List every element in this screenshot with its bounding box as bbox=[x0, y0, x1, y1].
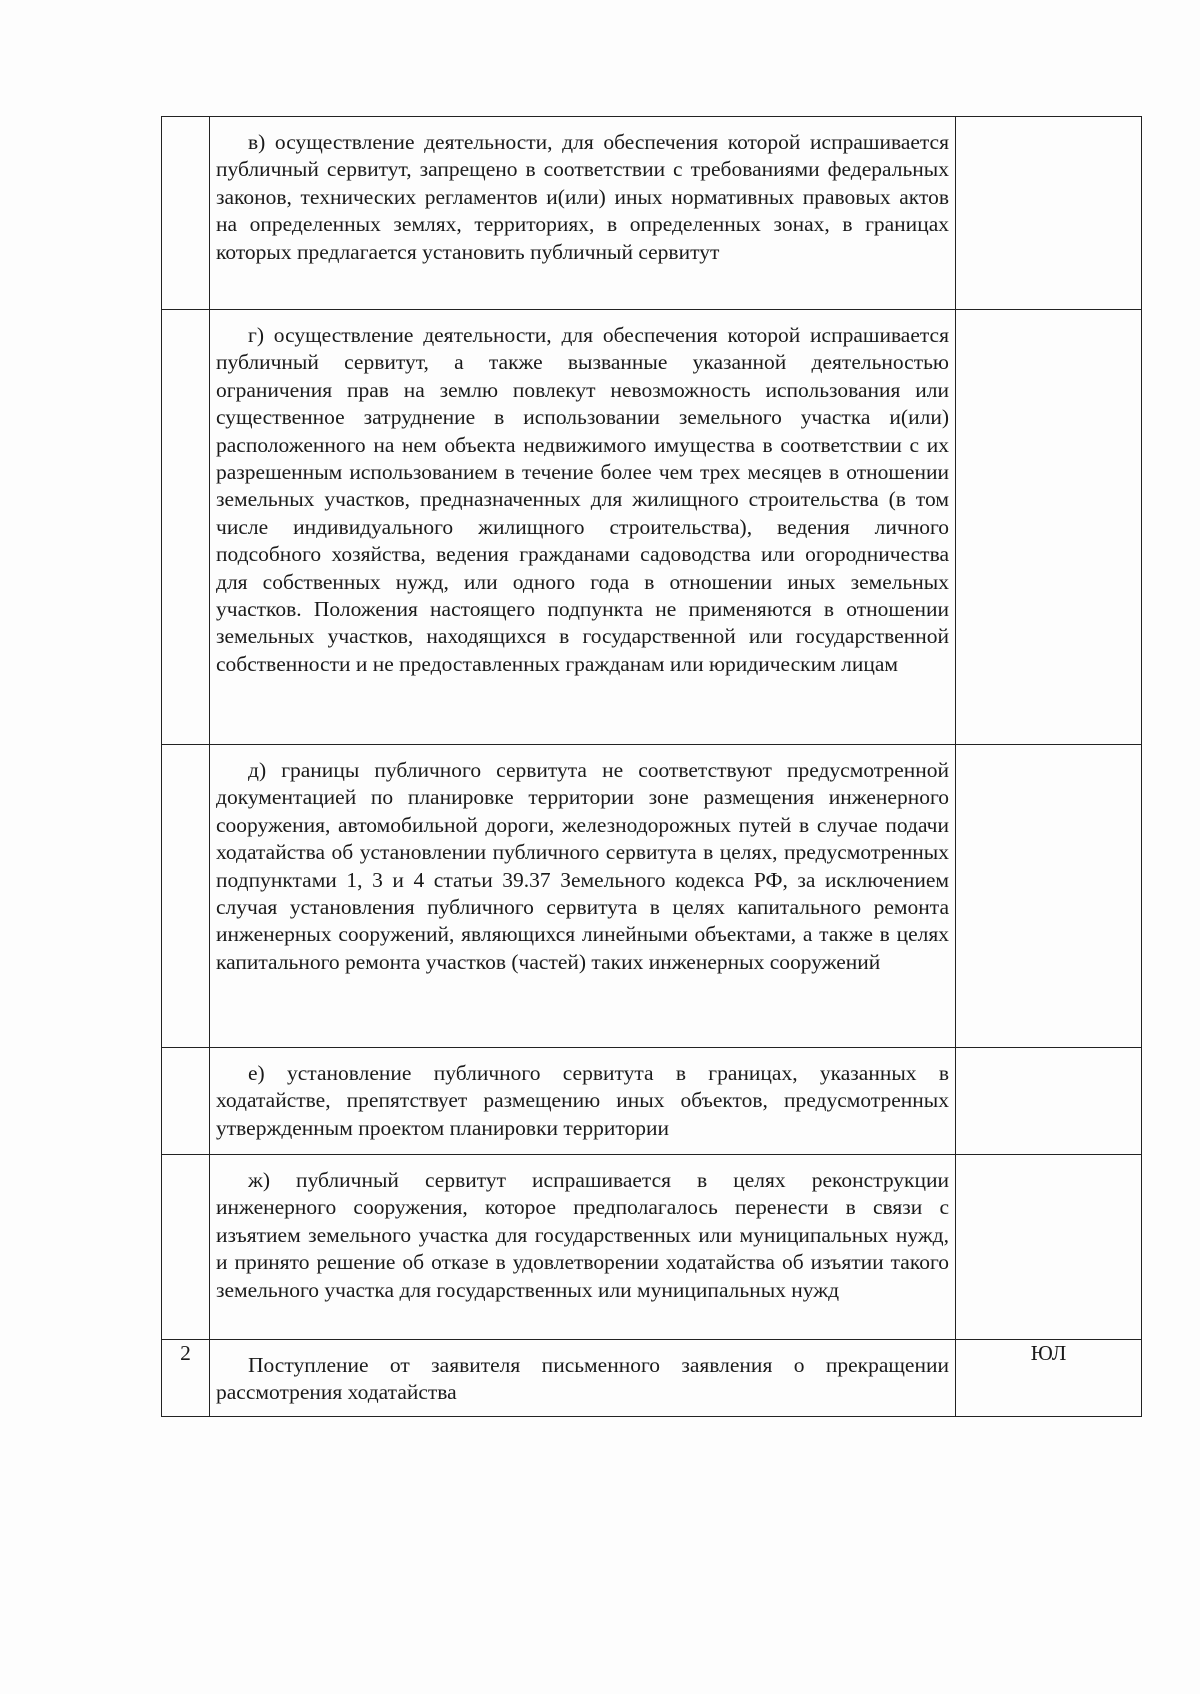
row-text: в) осуществление деятельности, для обеспечения которой испрашивается публичный сервитут, запрещено в соответствии с требованиями федеральных законов, технических регламентов и(или) иных нормативных правовых актов на определенных землях, территориях, в определенных зонах, в границах которых предлагается установить публичный сервитут bbox=[216, 130, 949, 264]
row-code-cell bbox=[956, 745, 1142, 1048]
row-text-cell bbox=[210, 117, 956, 310]
table-row bbox=[162, 310, 1142, 745]
row-code-cell: ЮЛ bbox=[956, 1340, 1142, 1417]
row-text-cell bbox=[210, 745, 956, 1048]
row-text: д) границы публичного сервитута не соответствуют предусмотренной документацией по планировке территории зоне размещения инженерного сооружения, автомобильной дороги, железнодорожных путей в случае подачи ходатайства об установлении публичного сервитута в целях, предусмотренных подпунктами 1, 3 и 4 статьи 39.37 Земельного кодекса РФ, за исключением случая установления публичного сервитута в целях капитального ремонта инженерных сооружений, являющихся линейными объектами, а также в целях капитального ремонта участков (частей) таких инженерных сооружений bbox=[216, 758, 949, 974]
row-number-cell bbox=[162, 310, 210, 745]
table-row bbox=[162, 117, 1142, 310]
table-row bbox=[162, 1340, 1142, 1417]
row-code-cell bbox=[956, 1048, 1142, 1155]
row-text-cell bbox=[210, 1048, 956, 1155]
row-code-cell bbox=[956, 1155, 1142, 1340]
row-text-cell bbox=[210, 1340, 956, 1417]
row-number-cell bbox=[162, 1048, 210, 1155]
table-row bbox=[162, 1155, 1142, 1340]
table-row bbox=[162, 1048, 1142, 1155]
row-code-cell bbox=[956, 310, 1142, 745]
row-number-cell bbox=[162, 117, 210, 310]
row-number-cell: 2 bbox=[162, 1340, 210, 1417]
row-text-cell bbox=[210, 1155, 956, 1340]
row-text: г) осуществление деятельности, для обеспечения которой испрашивается публичный сервитут, а также вызванные указанной деятельностью ограничения прав на землю повлекут невозможность использования или существенное затруднение в использовании земельного участка и(или) расположенного на нем объекта недвижимого имущества в соответствии с их разрешенным использованием в течение более чем трех месяцев в отношении земельных участков, предназначенных для жилищного строительства (в том числе индивидуального жилищного строительства), ведения личного подсобного хозяйства, ведения гражданами садоводства или огородничества для собственных нужд, или одного года в отношении иных земельных участков. Положения настоящего подпункта не применяются в отношении земельных участков, находящихся в государственной или государственной собственности и не предоставленных гражданам или юридическим лицам bbox=[216, 323, 949, 676]
refusal-grounds-table bbox=[161, 116, 1142, 1417]
row-text: Поступление от заявителя письменного заявления о прекращении рассмотрения ходатайства bbox=[216, 1353, 949, 1405]
row-text: ж) публичный сервитут испрашивается в целях реконструкции инженерного сооружения, которое предполагалось перенести в связи с изъятием земельного участка для государственных или муниципальных нужд, и принято решение об отказе в удовлетворении ходатайства об изъятии такого земельного участка для государственных или муниципальных нужд bbox=[216, 1168, 949, 1302]
row-number-cell bbox=[162, 1155, 210, 1340]
table-row bbox=[162, 745, 1142, 1048]
row-code-cell bbox=[956, 117, 1142, 310]
row-number-cell bbox=[162, 745, 210, 1048]
row-text: е) установление публичного сервитута в границах, указанных в ходатайстве, препятствует размещению иных объектов, предусмотренных утвержденным проектом планировки территории bbox=[216, 1061, 949, 1140]
row-text-cell bbox=[210, 310, 956, 745]
